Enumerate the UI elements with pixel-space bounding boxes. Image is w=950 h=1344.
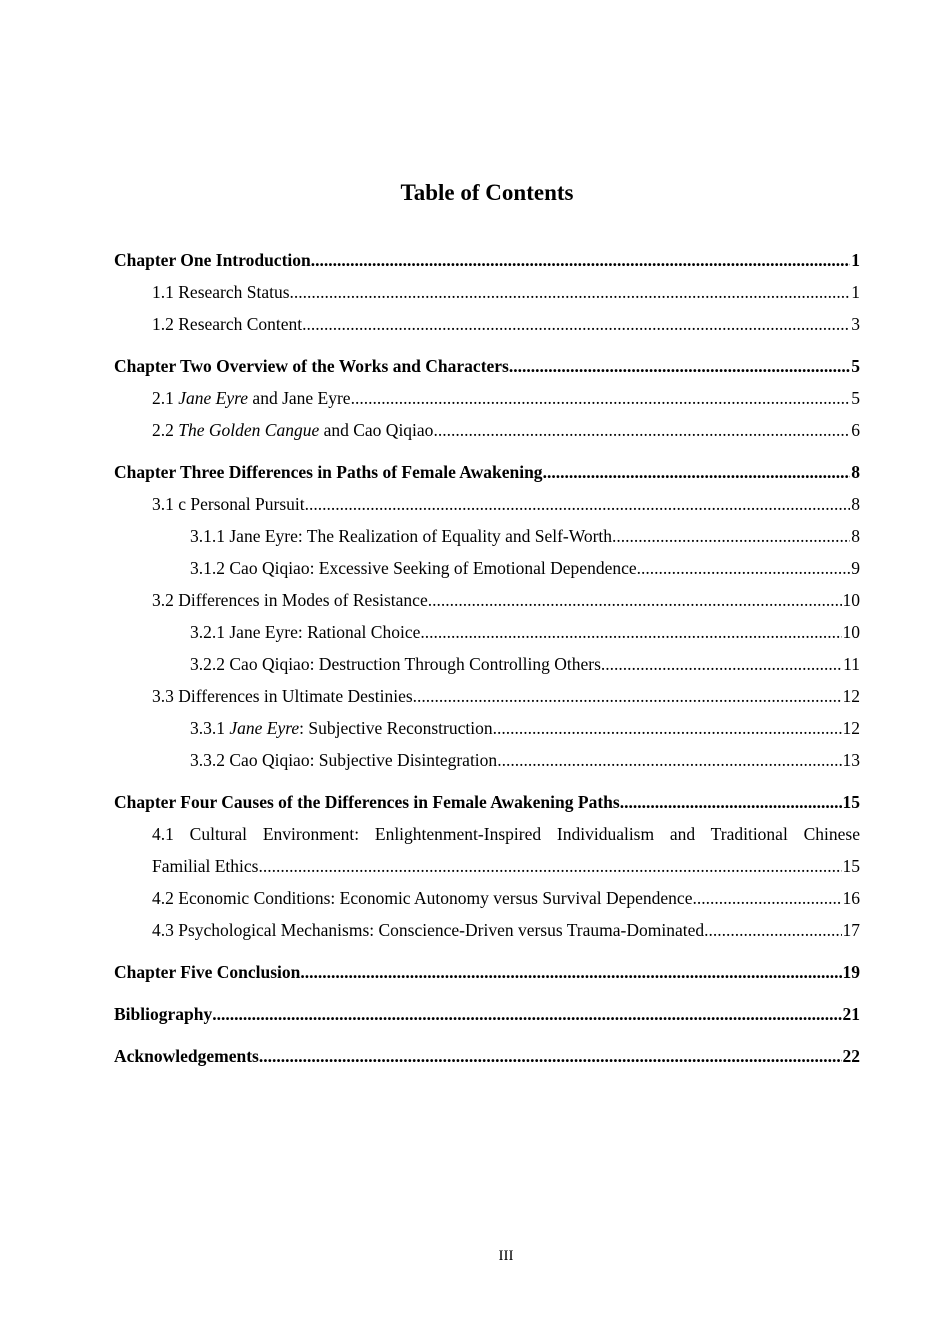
book-title: Jane Eyre (229, 718, 300, 738)
section-number: 2.2 (152, 420, 179, 440)
toc-entry-4-2[interactable] (114, 882, 860, 914)
toc-entry-page: 8 (851, 526, 860, 546)
toc-entry-label (152, 414, 433, 446)
book-title: Jane Eyre (178, 388, 249, 408)
toc-entry-label: Acknowledgements (114, 1046, 259, 1066)
section-number: 2.1 (152, 388, 179, 408)
toc-entry-page: 22 (842, 1046, 860, 1066)
dot-leader (305, 488, 851, 520)
toc-entry-label: Chapter Five Conclusion (114, 962, 301, 982)
dot-leader (704, 914, 841, 946)
dot-leader (300, 956, 841, 988)
toc-entry-label: 3.3.2 Cao Qiqiao: Subjective Disintegration (190, 750, 498, 770)
toc-entry-label: 3.2.1 Jane Eyre: Rational Choice (190, 622, 421, 642)
toc-entry-3-3-2[interactable] (114, 744, 860, 776)
toc-entry-page: 12 (842, 718, 860, 738)
toc-entry-page: 10 (842, 590, 860, 610)
dot-leader (351, 382, 851, 414)
dot-leader (692, 882, 841, 914)
toc-entry-3-3-1[interactable] (114, 712, 860, 744)
toc-entry-page: 15 (842, 856, 860, 876)
toc-entry-label: Chapter One Introduction (114, 250, 311, 270)
toc-entry-page: 16 (842, 888, 860, 908)
toc-entry-page: 10 (842, 622, 860, 642)
toc-entry-chapter-one[interactable] (114, 244, 860, 276)
toc-entry-1-2[interactable] (114, 308, 860, 340)
section-number: 3.3.1 (190, 718, 230, 738)
toc-entry-page: 5 (851, 388, 860, 408)
toc-entry-page: 5 (851, 356, 860, 376)
toc-entry-label: Chapter Three Differences in Paths of Female Awakening (114, 462, 543, 482)
toc-entry-label (190, 712, 493, 744)
dot-leader (290, 276, 851, 308)
dot-leader (311, 244, 851, 276)
toc-entry-page: 8 (851, 494, 860, 514)
toc-entry-chapter-two[interactable] (114, 350, 860, 382)
toc-entry-page: 17 (842, 920, 860, 940)
toc-entry-bibliography[interactable] (114, 998, 860, 1030)
dot-leader (637, 552, 851, 584)
dot-leader (543, 456, 851, 488)
toc-entry-page: 1 (851, 250, 860, 270)
toc-entry-label: 4.3 Psychological Mechanisms: Conscience-Driven versus Trauma-Dominated (152, 920, 705, 940)
toc-entry-label: Chapter Four Causes of the Differences in Female Awakening Paths (114, 792, 620, 812)
toc-entry-chapter-four[interactable] (114, 786, 860, 818)
dot-leader (612, 520, 850, 552)
toc-entry-chapter-five[interactable] (114, 956, 860, 988)
table-of-contents (114, 244, 860, 1072)
toc-entry-3-1-1[interactable] (114, 520, 860, 552)
dot-leader (433, 414, 850, 446)
page-title: Table of Contents (400, 180, 574, 205)
label-rest: and Cao Qiqiao (319, 420, 434, 440)
toc-entry-3-2-1[interactable] (114, 616, 860, 648)
toc-entry-4-1-line1[interactable]: 4.1 Cultural Environment: Enlightenment-Inspired Individualism and Traditional Chinese (152, 824, 860, 844)
toc-entry-2-1[interactable] (114, 382, 860, 414)
toc-entry-page: 15 (842, 792, 860, 812)
toc-entry-page: 1 (851, 282, 860, 302)
toc-entry-label: 4.2 Economic Conditions: Economic Autonomy versus Survival Dependence (152, 888, 693, 908)
dot-leader (428, 584, 842, 616)
dot-leader (620, 786, 842, 818)
dot-leader (497, 744, 841, 776)
label-rest: : Subjective Reconstruction (299, 718, 493, 738)
toc-entry-page: 9 (851, 558, 860, 578)
toc-entry-page: 21 (842, 1004, 860, 1024)
toc-entry-3-1[interactable] (114, 488, 860, 520)
toc-entry-page: 13 (842, 750, 860, 770)
toc-entry-label: 3.2 Differences in Modes of Resistance (152, 590, 428, 610)
toc-entry-chapter-three[interactable] (114, 456, 860, 488)
toc-entry-3-2[interactable] (114, 584, 860, 616)
toc-entry-label: 3.1.2 Cao Qiqiao: Excessive Seeking of Emotional Dependence (190, 558, 637, 578)
toc-entry-3-1-2[interactable] (114, 552, 860, 584)
toc-entry-label: Familial Ethics (152, 856, 259, 876)
toc-entry-page: 12 (842, 686, 860, 706)
dot-leader (258, 850, 841, 882)
toc-entry-page: 11 (843, 654, 860, 674)
label-rest: and Jane Eyre (248, 388, 351, 408)
toc-entry-label: 3.1.1 Jane Eyre: The Realization of Equality and Self-Worth (190, 526, 613, 546)
dot-leader (413, 680, 842, 712)
page-number: III (498, 1248, 514, 1264)
toc-entry-label: 3.2.2 Cao Qiqiao: Destruction Through Controlling Others (190, 654, 601, 674)
toc-entry-page: 3 (851, 314, 860, 334)
toc-entry-label: 3.3 Differences in Ultimate Destinies (152, 686, 413, 706)
toc-entry-label: 1.2 Research Content (152, 314, 303, 334)
toc-entry-4-1-line2[interactable] (114, 850, 860, 882)
book-title: The Golden Cangue (178, 420, 320, 440)
toc-entry-3-2-2[interactable] (114, 648, 860, 680)
dot-leader (493, 712, 842, 744)
toc-entry-2-2[interactable] (114, 414, 860, 446)
toc-entry-4-3[interactable] (114, 914, 860, 946)
dot-leader (601, 648, 842, 680)
toc-entry-label: Chapter Two Overview of the Works and Characters (114, 356, 509, 376)
toc-entry-page: 19 (842, 962, 860, 982)
toc-entry-acknowledgements[interactable] (114, 1040, 860, 1072)
toc-entry-page: 8 (851, 462, 860, 482)
toc-entry-label: 1.1 Research Status (152, 282, 290, 302)
toc-entry-1-1[interactable] (114, 276, 860, 308)
toc-entry-label (152, 382, 351, 414)
dot-leader (509, 350, 850, 382)
dot-leader (259, 1040, 842, 1072)
toc-entry-page: 6 (851, 420, 860, 440)
dot-leader (212, 998, 841, 1030)
toc-entry-label: Bibliography (114, 1004, 213, 1024)
toc-entry-label: 3.1 c Personal Pursuit (152, 494, 305, 514)
dot-leader (420, 616, 841, 648)
toc-entry-3-3[interactable] (114, 680, 860, 712)
dot-leader (302, 308, 850, 340)
